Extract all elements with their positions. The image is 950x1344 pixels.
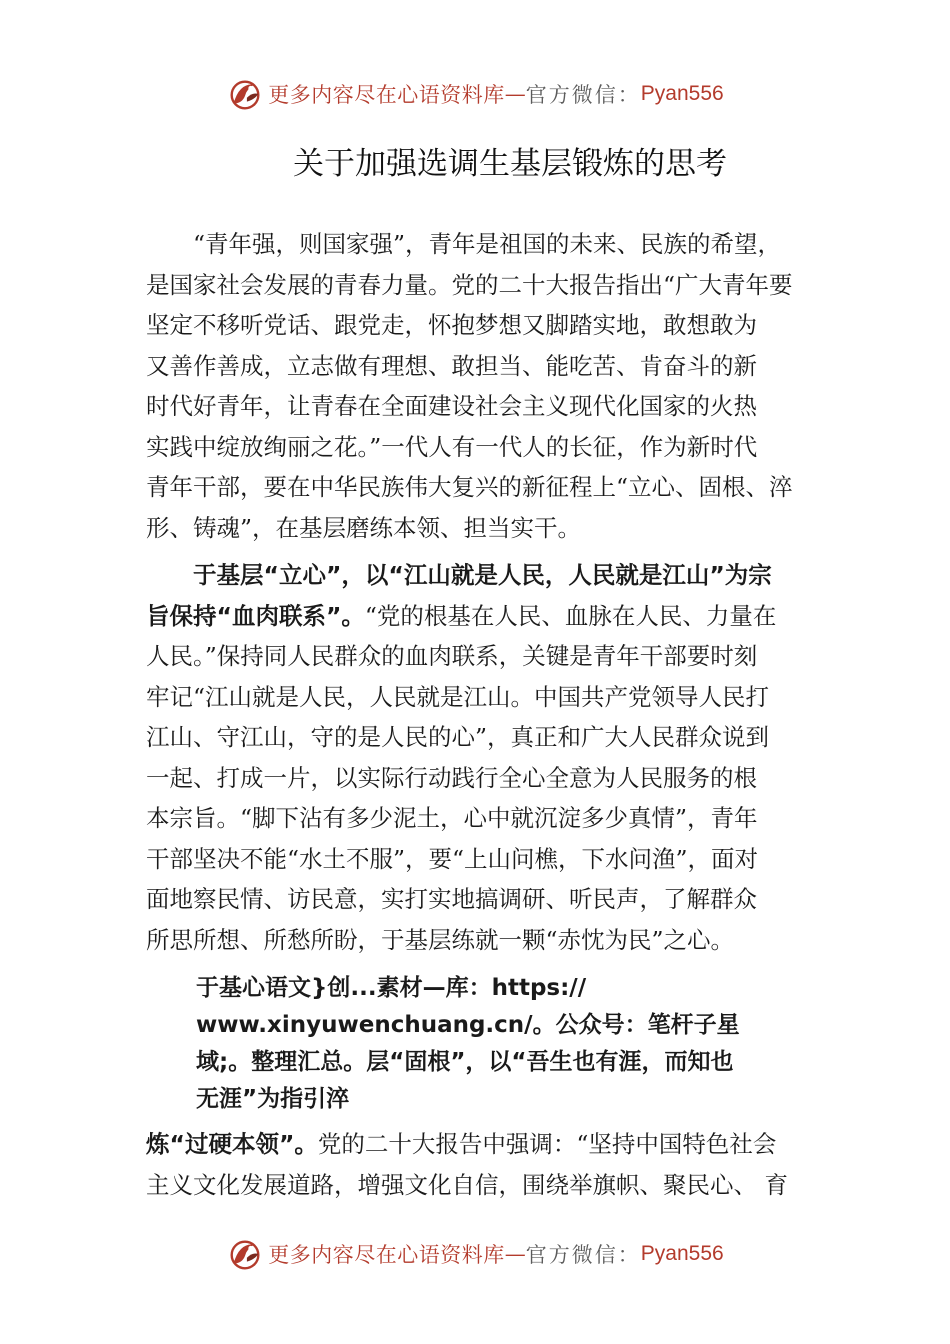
paragraph-line: 实践中绽放绚丽之花。”一代人有一代人的长征，作为新时代 bbox=[146, 432, 758, 461]
logo-icon bbox=[226, 1235, 264, 1273]
paragraph-line: 干部坚决不能“水土不服”，要“上山问樵，下水问渔”，面对 bbox=[146, 844, 759, 873]
paragraph-2 bbox=[146, 555, 820, 960]
paragraph-line: 又善作善成，立志做有理想、敢担当、能吃苦、肯奋斗的新 bbox=[146, 351, 757, 380]
bold-line: 无涯”为指引淬 bbox=[196, 1086, 350, 1112]
bold-line: 于基心语文}创...素材—库：https:// bbox=[196, 975, 587, 1001]
banner-main-text: 更多内容尽在心语资料库 bbox=[268, 83, 505, 107]
paragraph-1 bbox=[146, 224, 820, 548]
paragraph-line: 时代好青年，让青春在全面建设社会主义现代化国家的火热 bbox=[146, 392, 757, 420]
paragraph-4 bbox=[146, 1124, 820, 1205]
header-banner bbox=[0, 72, 950, 116]
paragraph-text: 党的二十大报告中强调：“坚持中国特色社会 bbox=[317, 1130, 777, 1158]
paragraph-line: 青年干部，要在中华民族伟大复兴的新征程上“立心、固根、淬 bbox=[146, 473, 793, 501]
paragraph-line: “青年强，则国家强”，青年是祖国的未来、民族的希望， bbox=[193, 230, 782, 258]
page-title: 关于加强选调生基层锻炼的思考 bbox=[293, 146, 727, 182]
paragraph-line: 面地察民情、访民意，实打实地搞调研、听民声，了解群众 bbox=[146, 885, 757, 913]
banner-wechat-label: 官方微信： bbox=[525, 1243, 641, 1267]
banner-separator: — bbox=[504, 82, 526, 106]
paragraph-line: 所思所想、所愁所盼，于基层练就一颗“赤忱为民”之心。 bbox=[146, 925, 735, 954]
banner-separator: — bbox=[504, 1242, 526, 1266]
paragraph-line bbox=[146, 1124, 820, 1165]
paragraph-line: 坚定不移听党话、跟党走，怀抱梦想又脚踏实地，敢想敢为 bbox=[146, 311, 757, 339]
paragraph-line: 人民。”保持同人民群众的血肉联系，关键是青年干部要时刻 bbox=[146, 642, 758, 670]
banner-wechat-label: 官方微信： bbox=[525, 83, 641, 107]
paragraph-3 bbox=[196, 970, 826, 1118]
section-heading-end: 旨保持“血肉联系”。 bbox=[146, 601, 365, 630]
paragraph-line: 是国家社会发展的青春力量。党的二十大报告指出“广大青年要 bbox=[146, 270, 793, 299]
paragraph-text: “党的根基在人民、血脉在人民、力量在 bbox=[364, 601, 777, 630]
paragraph-line: 本宗旨。“脚下沾有多少泥土，心中就沉淀多少真情”，青年 bbox=[146, 804, 758, 832]
paragraph-line: 江山、守江山，守的是人民的心”，真正和广大人民群众说到 bbox=[146, 723, 770, 751]
banner-main-text: 更多内容尽在心语资料库 bbox=[268, 1243, 505, 1267]
footer-banner bbox=[0, 1232, 950, 1276]
section-heading: 炼“过硬本领”。 bbox=[146, 1130, 318, 1158]
paragraph-line: 形、铸魂”，在基层磨练本领、担当实干。 bbox=[146, 513, 582, 542]
paragraph-line bbox=[146, 596, 820, 637]
paragraph-line: 牢记“江山就是人民，人民就是江山。中国共产党领导人民打 bbox=[146, 682, 770, 711]
bold-line: www.xinyuwenchuang.cn/。公众号：笔杆子星 bbox=[196, 1012, 740, 1038]
bold-line: 域;。整理汇总。层“固根”，以“吾生也有涯，而知也 bbox=[196, 1049, 734, 1075]
paragraph-line: 主义文化发展道路，增强文化自信，围绕举旗帜、聚民心、 育 bbox=[146, 1170, 788, 1199]
section-heading: 于基层“立心”，以“江山就是人民，人民就是江山”为宗 bbox=[193, 561, 772, 589]
logo-icon bbox=[226, 75, 264, 113]
paragraph-line: 一起、打成一片，以实际行动践行全心全意为人民服务的根 bbox=[146, 763, 757, 792]
banner-wechat-id: Pyan556 bbox=[640, 82, 724, 105]
banner-wechat-id: Pyan556 bbox=[640, 1242, 724, 1265]
